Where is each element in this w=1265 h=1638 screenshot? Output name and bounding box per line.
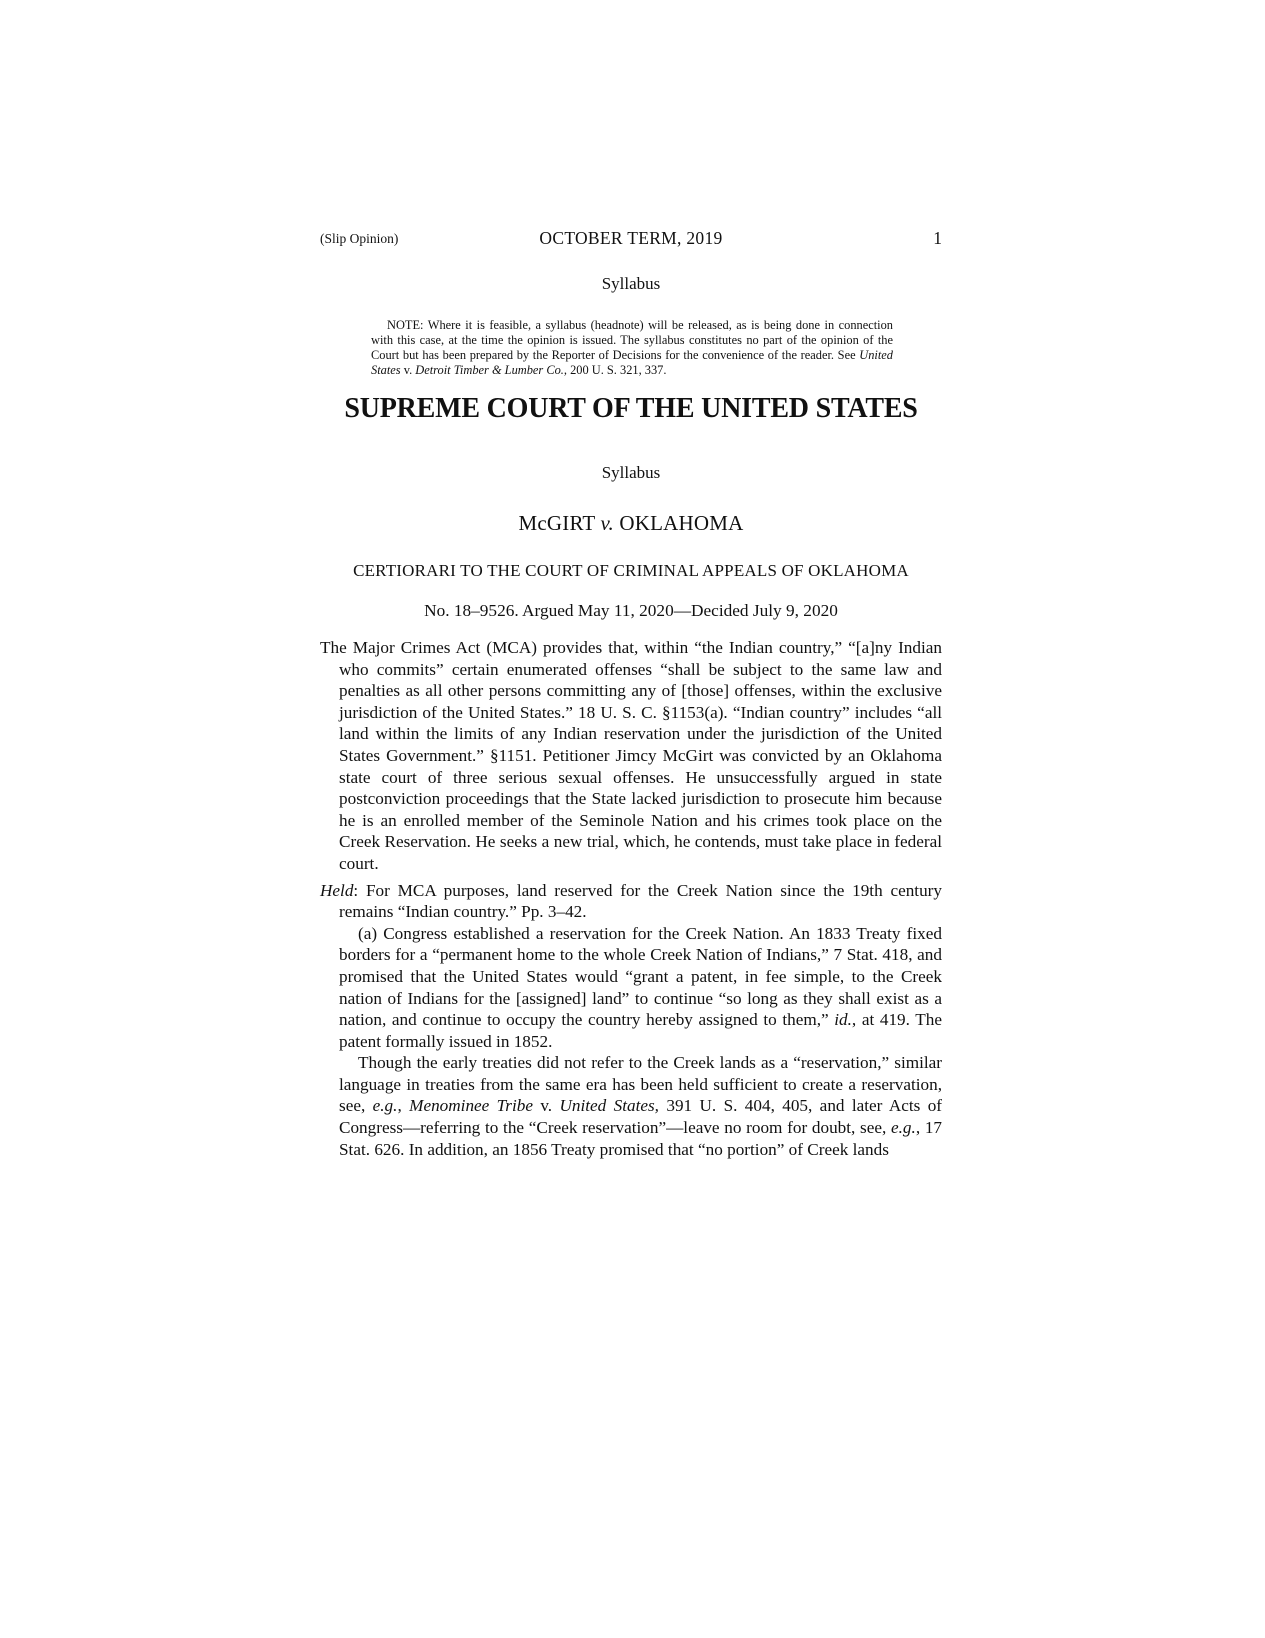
syllabus-heading: Syllabus xyxy=(601,274,661,293)
intro-paragraph: The Major Crimes Act (MCA) provides that, within “the Indian country,” “[a]ny Indian who commits” certain enumerated offenses “shall be subject to the same law and penalties as all other persons committing any of [those] offenses, within the exclusive jurisdiction of the United States.” 18 U. S. C. §1153(a). “Indian country” includes “all land within the limits of any Indian reservation under the jurisdiction of the United States Government.” §1151. Petitioner Jimcy McGirt was convicted by an Oklahoma state court of three serious sexual offenses. He unsuccessfully argued in state postconviction proceedings that the State lacked jurisdiction to prosecute him because he is an enrolled member of the Seminole Nation and his crimes took place on the Creek Reservation. He seeks a new trial, which, he contends, must take place in federal court. xyxy=(320,638,942,873)
reporter-note-text: NOTE: Where it is feasible, a syllabus (headnote) will be released, as is being done in connection with this case, at the time the opinion is issued. The syllabus constitutes no part of the opinion of the Court but has been prepared by the Reporter of Decisions for the convenience of the reader. See United States v. Detroit Timber & Lumber Co., 200 U. S. 321, 337. xyxy=(371,318,893,377)
certiorari-line: CERTIORARI TO THE COURT OF CRIMINAL APPEALS OF OKLAHOMA xyxy=(353,561,909,580)
petitioner-name: McGIRT xyxy=(518,511,596,535)
term-heading: OCTOBER TERM, 2019 xyxy=(539,228,723,248)
held-subsections xyxy=(320,923,942,1161)
case-caption xyxy=(320,511,942,536)
docket-line: No. 18–9526. Argued May 11, 2020—Decided July 9, 2020 xyxy=(424,601,838,620)
versus-label: v. xyxy=(600,511,614,535)
held-paragraph: Held: For MCA purposes, land reserved for the Creek Nation since the 19th century remains “Indian country.” Pp. 3–42. xyxy=(320,880,942,922)
slip-opinion-page xyxy=(320,228,942,1160)
treaty-paragraph: Though the early treaties did not refer to the Creek lands as a “reservation,” similar language in treaties from the same era has been held sufficient to create a reservation, see, e.g., Menominee Tribe v. United States, 391 U. S. 404, 405, and later Acts of Congress—referring to the “Creek reservation”—leave no room for doubt, see, e.g., 17 Stat. 626. In addition, an 1856 Treaty promised that “no portion” of Creek lands xyxy=(339,1053,943,1159)
slip-opinion-label: (Slip Opinion) xyxy=(320,231,399,246)
held-label: Held xyxy=(320,880,354,900)
page-number: 1 xyxy=(933,228,942,248)
syllabus-subheading: Syllabus xyxy=(601,463,661,482)
reporter-note xyxy=(371,318,893,378)
subsection-a-paragraph: (a) Congress established a reservation for the Creek Nation. An 1833 Treaty fixed borders for a “permanent home to the whole Creek Nation of Indians,” 7 Stat. 418, and promised that the United States would “grant a patent, in fee simple, to the Creek nation of Indians for the [assigned] land” to continue “so long as they shall exist as a nation, and continue to occupy the country hereby assigned to them,” id., at 419. The patent formally issued in 1852. xyxy=(339,923,942,1051)
running-head xyxy=(320,228,942,252)
syllabus-body xyxy=(320,637,942,1160)
court-title: SUPREME COURT OF THE UNITED STATES xyxy=(344,393,918,424)
respondent-name: OKLAHOMA xyxy=(619,511,744,535)
